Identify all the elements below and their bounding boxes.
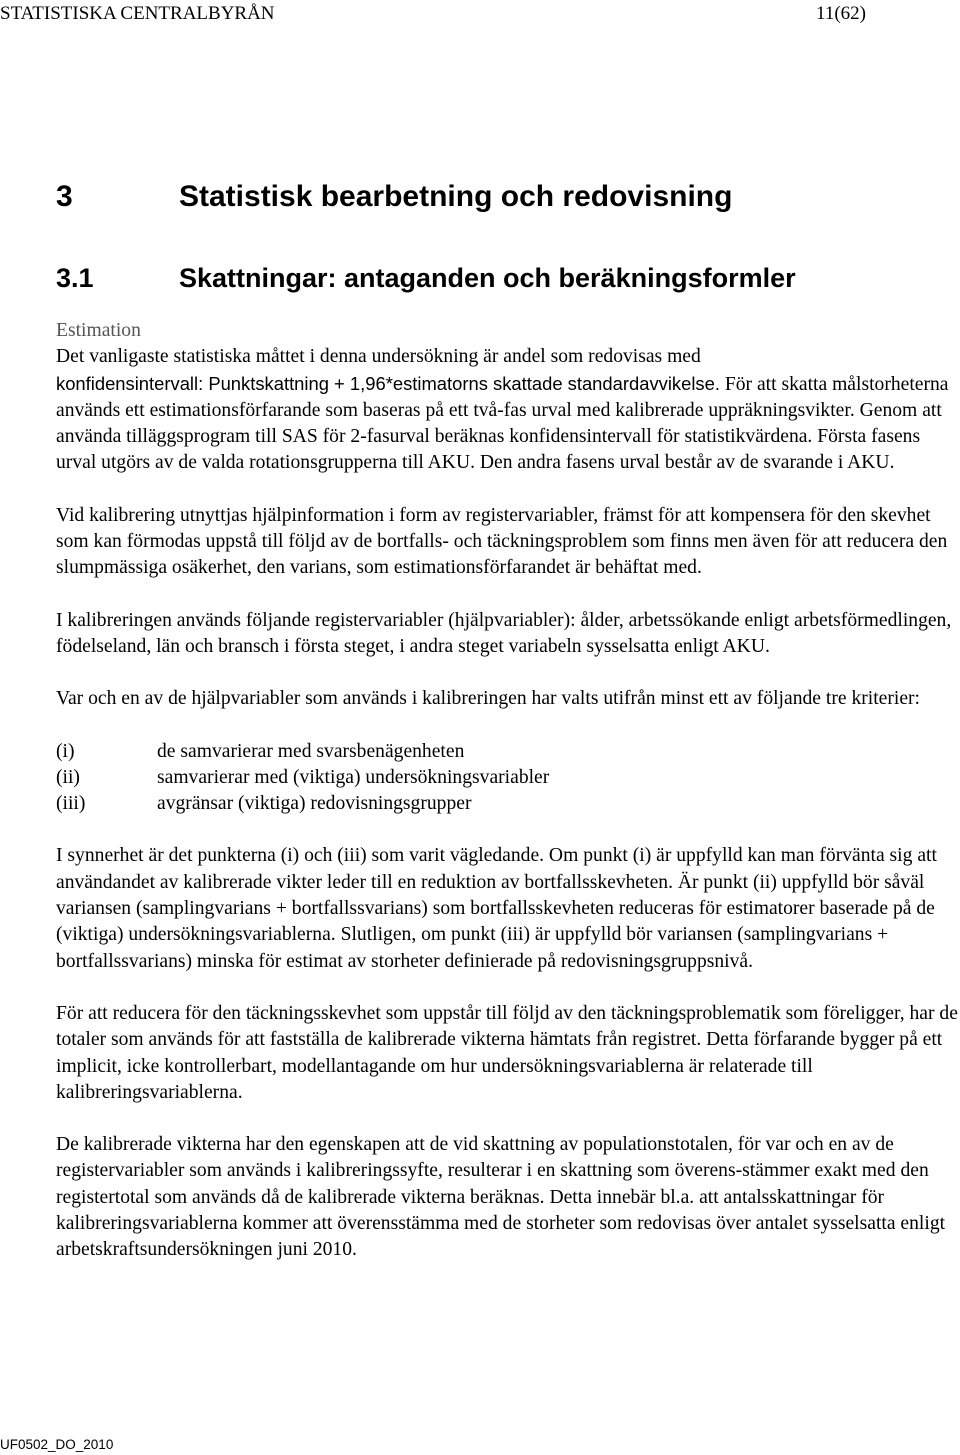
subsection-heading: [56, 263, 796, 294]
estimation-method-text: För att skatta målstorheterna används ett estimationsförfarande som baseras på ett två-fas urval med kalibrerade uppräkningsvikter.: [56, 373, 949, 421]
page-header: [0, 3, 866, 29]
calibration-paragraph: Vid kalibrering utnyttjas hjälpinformation i form av registervariabler, främst för att kompensera för den skevhet som kan förmodas uppstå till följd av de bortfalls- och täckningsproblem som finns men även för att reducera den slumpmässiga osäkerhet, den varians, som estimationsförfarandet är behäftat med.: [56, 504, 948, 579]
criteria-list: [56, 739, 960, 818]
criterion-marker: (i): [56, 740, 75, 762]
criterion-text: avgränsar (viktiga) redovisningsgrupper: [157, 793, 472, 815]
criterion-text: samvarierar med (viktiga) undersökningsvariabler: [157, 766, 550, 788]
estimation-paragraph: [56, 318, 960, 477]
list-item: [56, 765, 960, 791]
criteria-intro-paragraph: Var och en av de hjälpvariabler som används i kalibreringen har valts utifrån minst ett av följande tre kriterier:: [56, 688, 920, 710]
criterion-marker: (ii): [56, 766, 80, 788]
subsection-number: 3.1: [56, 263, 94, 293]
section-title: Statistisk bearbetning och redovisning: [179, 180, 733, 213]
estimation-confidence-text: Genom att använda tilläggsprogram till SAS för 2-fasurval beräknas konfidensintervall för statistikvärdena. Första fasens urval utgörs av de valda rotationsgrupperna till AKU. Den andra fasens urval består av de svarande i AKU.: [56, 399, 942, 474]
organization-name: STATISTISKA CENTRALBYRÅN: [0, 3, 275, 24]
estimation-label: Estimation: [56, 320, 141, 341]
document-code: UF0502_DO_2010: [0, 1437, 114, 1452]
criterion-text: de samvarierar med svarsbenägenheten: [157, 740, 465, 762]
subsection-title: Skattningar: antaganden och beräkningsformler: [179, 263, 796, 293]
coverage-bias-paragraph: För att reducera för den täckningsskevhet som uppstår till följd av den täckningsproblematik som föreligger, har de totaler som används för att fastställa de kalibrerade vikterna hämtats från registret. Detta förfarande bygger på ett implicit, icke kontrollerbart, modellantagande om hur undersökningsvariablerna är relaterade till kalibreringsvariablerna.: [56, 1002, 958, 1103]
estimation-formula-text: konfidensintervall: Punktskattning + 1,96*estimatorns skattade standardavvikelse.: [56, 372, 720, 394]
list-item: [56, 739, 960, 765]
document-body: [56, 318, 960, 1290]
page-number: 11(62): [816, 3, 866, 24]
section-heading: [56, 180, 732, 214]
criteria-discussion-paragraph: I synnerhet är det punkterna (i) och (iii) som varit vägledande. Om punkt (i) är uppfylld kan man förvänta sig att användandet av kalibrerade vikter leder till en reduktion av bortfallsskevheten. Är punkt (ii) uppfylld bör såväl variansen (samplingvarians + bortfallssvarians) som bortfallsskevheten reduceras för estimatorer baserade på de (viktiga) undersökningsvariablerna. Slutligen, om punkt (iii) är uppfylld bör variansen (samplingvarians + bortfallssvarians) minska för estimat av storheter definierade på redovisningsgruppsnivå.: [56, 845, 937, 972]
calibrated-weights-paragraph: De kalibrerade vikterna har den egenskapen att de vid skattning av populationstotalen, för var och en av de registervariabler som används i kalibreringssyfte, resulterar i en skattning som överens-stämmer exakt med den registertotal som används då de kalibrerade vikterna beräknas. Detta innebär bl.a. att antalsskattningar för kalibreringsvariablerna kommer att överensstämma med de storheter som redovisas över antalet sysselsatta enligt arbetskraftsundersökningen juni 2010.: [56, 1134, 946, 1261]
list-item: [56, 791, 960, 817]
register-variables-paragraph: I kalibreringen används följande registervariabler (hjälpvariabler): ålder, arbetssökande enligt arbetsförmedlingen, födelseland, län och bransch i första steget, i andra steget variabeln sysselsatta enligt AKU.: [56, 609, 952, 657]
criterion-marker: (iii): [56, 793, 86, 815]
section-number: 3: [56, 180, 73, 213]
estimation-intro: Det vanligaste statistiska måttet i denna undersökning är andel som redovisas med: [56, 346, 701, 368]
